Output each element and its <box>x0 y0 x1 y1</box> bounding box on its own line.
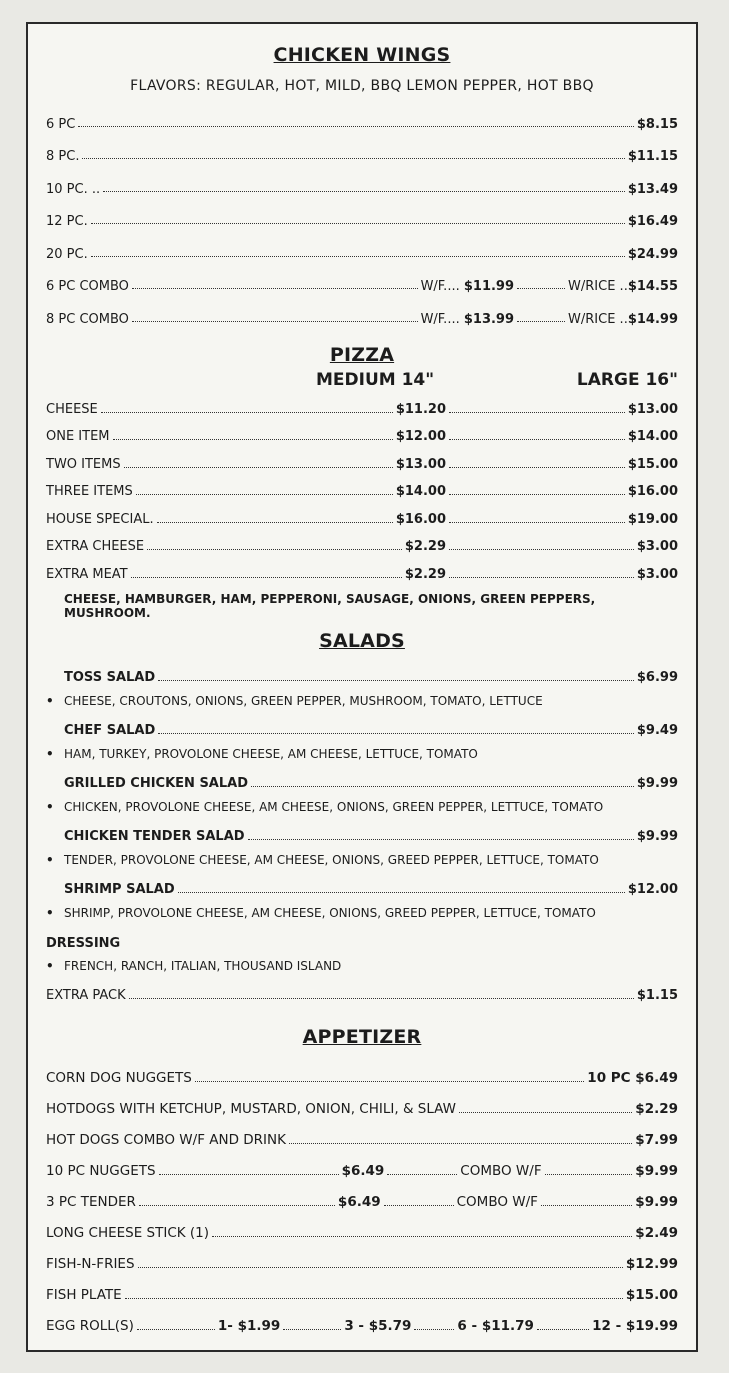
wings-flavors: FLAVORS: REGULAR, HOT, MILD, BBQ LEMON PEPPER, HOT BBQ <box>130 78 594 94</box>
item-description: • HAM, TURKEY, PROVOLONE CHEESE, AM CHEESE, LETTUCE, TOMATO <box>46 747 478 761</box>
item-name: 10 PC NUGGETS <box>46 1162 156 1179</box>
rice-price: $14.55 <box>627 279 678 295</box>
wings-title: CHICKEN WINGS <box>273 44 451 66</box>
item-name: GRILLED CHICKEN SALAD <box>64 775 248 791</box>
item-name: LONG CHEESE STICK (1) <box>46 1224 210 1241</box>
combo-price: $9.99 <box>635 1193 678 1210</box>
large-price: $3.00 <box>636 566 678 582</box>
item-name: HOTDOGS WITH KETCHUP, MUSTARD, ONION, CHILI, & SLAW <box>46 1100 457 1117</box>
wings-list <box>46 108 678 336</box>
large-label: LARGE 16" <box>576 369 678 390</box>
list-item <box>46 303 678 336</box>
item-name: 10 PC. .. <box>46 181 101 197</box>
list-item <box>46 664 678 690</box>
item-price: $2.49 <box>635 1224 678 1241</box>
item-name: EGG ROLL(S) <box>46 1317 134 1334</box>
combo-price: $9.99 <box>635 1162 678 1179</box>
medium-price: $2.29 <box>404 539 446 555</box>
appetizer-list <box>46 1062 678 1341</box>
item-description: • CHEESE, CROUTONS, ONIONS, GREEN PEPPER, MUSHROOM, TOMATO, LETTUCE <box>46 694 543 708</box>
item-description: • TENDER, PROVOLONE CHEESE, AM CHEESE, ONIONS, GREED PEPPER, LETTUCE, TOMATO <box>46 853 599 867</box>
item-price: $12.00 <box>627 881 678 897</box>
price-option: 12 - $19.99 <box>592 1317 678 1334</box>
list-item <box>46 1279 678 1310</box>
item-name: 12 PC. <box>46 214 88 230</box>
medium-price: $16.00 <box>395 511 446 527</box>
list-item <box>46 1124 678 1155</box>
list-item <box>46 451 678 479</box>
list-item <box>46 141 678 174</box>
item-price: $9.49 <box>636 722 678 738</box>
item-name: 6 PC <box>46 116 76 132</box>
item-name: SHRIMP SALAD <box>64 881 175 897</box>
combo-label: COMBO W/F <box>456 1193 538 1210</box>
item-name: EXTRA MEAT <box>46 566 128 582</box>
list-item <box>46 108 678 141</box>
rice-price: $14.99 <box>627 311 678 327</box>
price-option: 6 - $11.79 <box>457 1317 534 1334</box>
item-description: • CHICKEN, PROVOLONE CHEESE, AM CHEESE, ONIONS, GREEN PEPPER, LETTUCE, TOMATO <box>46 800 604 814</box>
item-price: 10 PC $6.49 <box>587 1069 678 1086</box>
list-item <box>46 173 678 206</box>
medium-price: $11.20 <box>395 401 446 417</box>
combo-label: COMBO W/F <box>460 1162 542 1179</box>
item-name: CHICKEN TENDER SALAD <box>64 828 245 844</box>
wf-label: W/F.... <box>420 279 460 295</box>
medium-price: $2.29 <box>404 566 446 582</box>
item-name: 8 PC. <box>46 149 80 165</box>
item-price: $1.15 <box>636 987 678 1003</box>
price-option: 1- $1.99 <box>217 1317 281 1334</box>
item-price: $6.49 <box>337 1193 381 1210</box>
appetizer-title: APPETIZER <box>302 1026 422 1048</box>
large-price: $14.00 <box>627 429 678 445</box>
wf-price: $11.99 <box>463 279 515 295</box>
list-item <box>46 423 678 451</box>
large-price: $16.00 <box>627 484 678 500</box>
extra-pack-row <box>46 982 678 1008</box>
item-price: $15.00 <box>625 1286 678 1303</box>
item-price: $8.15 <box>636 116 678 132</box>
pizza-size-header <box>46 370 678 390</box>
medium-label: MEDIUM 14" <box>316 369 435 390</box>
pizza-title: PIZZA <box>329 343 395 366</box>
item-price: $16.49 <box>627 214 678 230</box>
medium-price: $12.00 <box>395 429 446 445</box>
item-name: THREE ITEMS <box>46 484 133 500</box>
item-name: CORN DOG NUGGETS <box>46 1069 192 1086</box>
item-price: $11.15 <box>627 149 678 165</box>
item-price: $12.99 <box>625 1255 678 1272</box>
item-name: 6 PC COMBO <box>46 279 129 295</box>
large-price: $3.00 <box>636 539 678 555</box>
item-price: $24.99 <box>627 246 678 262</box>
item-name: HOT DOGS COMBO W/F AND DRINK <box>46 1131 286 1148</box>
list-item <box>46 478 678 506</box>
large-price: $13.00 <box>627 401 678 417</box>
wf-price: $13.99 <box>463 311 515 327</box>
item-price: $7.99 <box>635 1131 678 1148</box>
list-item <box>46 506 678 534</box>
item-name: FISH-N-FRIES <box>46 1255 135 1272</box>
item-name: TOSS SALAD <box>64 669 156 685</box>
list-item <box>46 823 678 849</box>
item-name: CHEF SALAD <box>64 722 156 738</box>
item-name: 8 PC COMBO <box>46 311 129 327</box>
list-item <box>46 717 678 743</box>
item-price: $9.99 <box>636 828 678 844</box>
list-item <box>46 1248 678 1279</box>
item-name: TWO ITEMS <box>46 456 121 472</box>
item-price: $13.49 <box>627 181 678 197</box>
large-price: $19.00 <box>627 511 678 527</box>
rice-label: W/RICE .. <box>568 279 628 295</box>
list-item <box>46 271 678 304</box>
price-option: 3 - $5.79 <box>344 1317 412 1334</box>
list-item <box>46 1062 678 1093</box>
list-item <box>46 396 678 424</box>
list-item <box>46 1186 678 1217</box>
list-item <box>46 876 678 902</box>
list-item <box>46 238 678 271</box>
pizza-toppings: CHEESE, HAMBURGER, HAM, PEPPERONI, SAUSAGE, ONIONS, GREEN PEPPERS, MUSHROOM. <box>64 592 596 620</box>
medium-price: $14.00 <box>395 484 446 500</box>
list-item <box>46 1093 678 1124</box>
salads-list <box>46 664 678 1008</box>
item-name: 3 PC TENDER <box>46 1193 136 1210</box>
item-price: $6.49 <box>341 1162 385 1179</box>
item-name: EXTRA CHEESE <box>46 539 145 555</box>
salads-title: SALADS <box>319 630 405 652</box>
item-price: $6.99 <box>636 669 678 685</box>
item-name: EXTRA PACK <box>46 987 126 1003</box>
egg-roll-row <box>46 1310 678 1341</box>
large-price: $15.00 <box>627 456 678 472</box>
item-description: • SHRIMP, PROVOLONE CHEESE, AM CHEESE, ONIONS, GREED PEPPER, LETTUCE, TOMATO <box>46 906 596 920</box>
item-name: 20 PC. <box>46 246 88 262</box>
dressing-heading: DRESSING <box>46 936 121 951</box>
list-item <box>46 206 678 239</box>
medium-price: $13.00 <box>395 456 446 472</box>
list-item <box>46 1155 678 1186</box>
rice-label: W/RICE .. <box>568 311 628 327</box>
list-item <box>46 533 678 561</box>
list-item <box>46 770 678 796</box>
pizza-list <box>46 396 678 589</box>
wf-label: W/F.... <box>420 311 460 327</box>
item-name: HOUSE SPECIAL. <box>46 511 154 527</box>
list-item <box>46 1217 678 1248</box>
item-price: $9.99 <box>636 775 678 791</box>
item-name: FISH PLATE <box>46 1286 122 1303</box>
dressing-options: • FRENCH, RANCH, ITALIAN, THOUSAND ISLAND <box>46 959 342 973</box>
menu-page <box>26 22 698 1352</box>
item-price: $2.29 <box>635 1100 678 1117</box>
list-item <box>46 561 678 589</box>
item-name: ONE ITEM <box>46 429 110 445</box>
item-name: CHEESE <box>46 401 98 417</box>
